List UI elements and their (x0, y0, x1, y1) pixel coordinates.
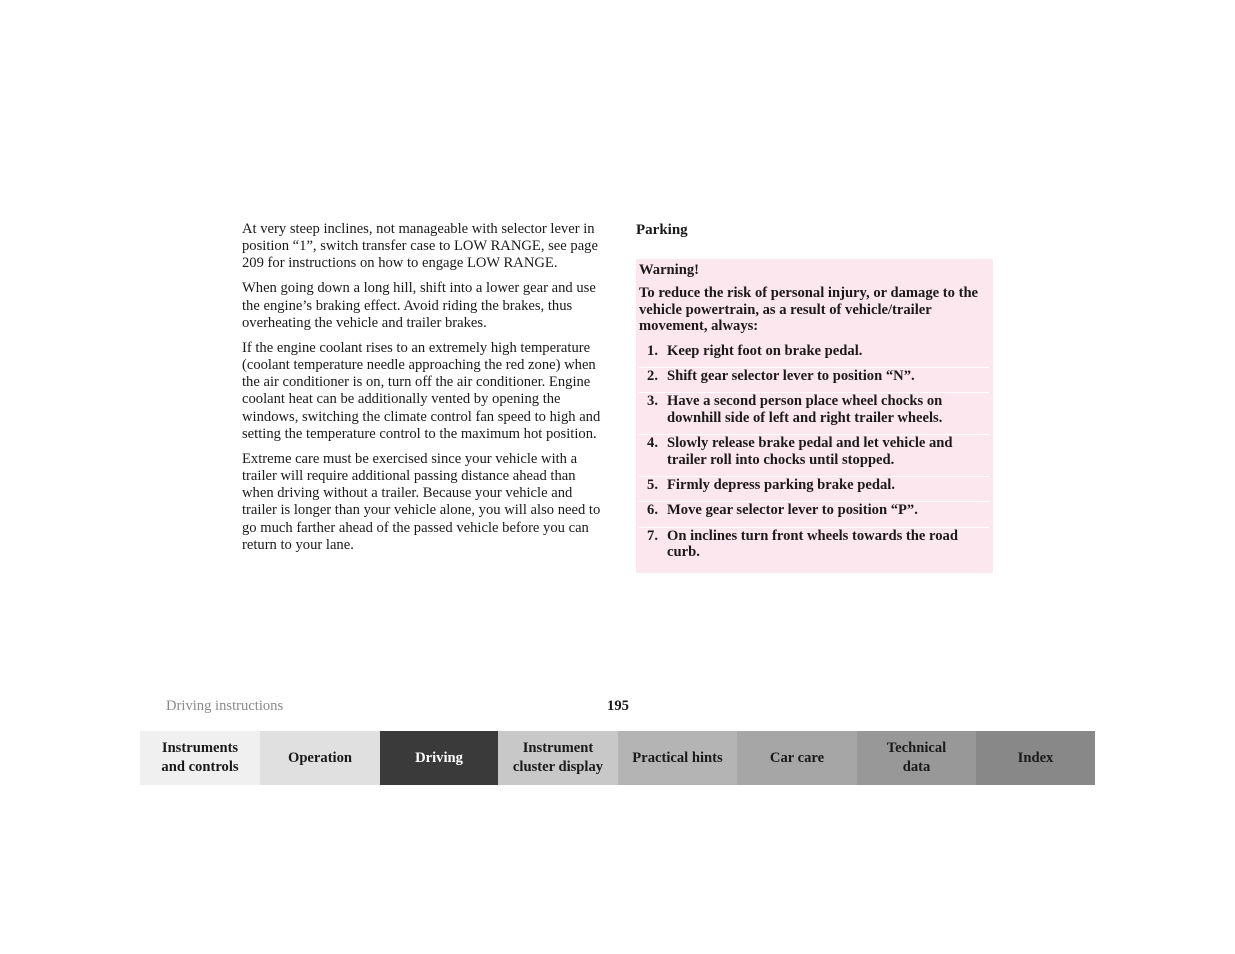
tab-instruments-and-controls[interactable] (140, 731, 260, 785)
step-text: Have a second person place wheel chocks on downhill side of left and right trailer wheels. (667, 393, 943, 426)
step-text: On inclines turn front wheels towards the road curb. (667, 527, 958, 561)
list-item (639, 367, 989, 392)
step-number: 5. (647, 477, 658, 494)
parking-section (636, 221, 993, 573)
tab-label-line2: data (902, 759, 931, 775)
step-text: Firmly depress parking brake pedal. (667, 477, 895, 494)
warning-intro: To reduce the risk of personal injury, or damage to the vehicle powertrain, as a result of vehicle/trailer movement, always: (639, 285, 979, 335)
list-item (639, 343, 989, 367)
list-item (639, 434, 989, 476)
tab-label-line1: Instruments (161, 740, 239, 756)
parking-heading: Parking (636, 222, 688, 238)
list-item (639, 476, 989, 501)
body-text-column (242, 221, 602, 562)
list-item (639, 392, 989, 434)
step-number: 4. (647, 435, 658, 452)
tab-label-line1: Driving (415, 749, 463, 766)
step-number: 3. (647, 393, 658, 410)
step-text: Keep right foot on brake pedal. (667, 342, 863, 359)
tab-driving[interactable] (380, 731, 498, 785)
step-text: Move gear selector lever to position “P”. (667, 502, 918, 519)
tab-label-line1: Index (1017, 749, 1054, 766)
chapter-nav-bar (140, 731, 1095, 785)
page-number: 195 (607, 698, 629, 714)
footer-section-title: Driving instructions (166, 698, 284, 714)
paragraph-steep-inclines: At very steep inclines, not manageable with selector lever in position “1”, switch transfer case to LOW RANGE, see page 209 for instructions on how to engage LOW RANGE. (242, 221, 598, 272)
tab-practical-hints[interactable] (618, 731, 737, 785)
tab-car-care[interactable] (737, 731, 857, 785)
tab-instrument-cluster-display[interactable] (498, 731, 618, 785)
tab-index[interactable] (976, 731, 1095, 785)
step-number: 6. (647, 502, 658, 519)
parking-steps-list (639, 343, 989, 569)
list-item (639, 527, 989, 569)
tab-technical-data[interactable] (857, 731, 976, 785)
list-item (639, 501, 989, 526)
tab-label-line2: cluster display (512, 759, 604, 775)
step-text: Slowly release brake pedal and let vehicle and trailer roll into chocks until stopped. (667, 435, 953, 468)
step-number: 7. (647, 527, 658, 544)
paragraph-passing-distance: Extreme care must be exercised since your vehicle with a trailer will require additional passing distance ahead than when driving without a trailer. Because your vehicle and trailer is longer than your vehicle alone, you will also need to go much farther ahead of the passed vehicle before you can return to your lane. (242, 450, 601, 553)
paragraph-long-hill: When going down a long hill, shift into a lower gear and use the engine’s braking effect. Avoid riding the brakes, thus overheating the vehicle and trailer brakes. (242, 280, 596, 331)
tab-label-line1: Car care (769, 749, 825, 766)
step-number: 2. (647, 368, 658, 385)
step-number: 1. (647, 342, 658, 359)
warning-box (636, 259, 993, 573)
paragraph-engine-coolant: If the engine coolant rises to an extremely high temperature (coolant temperature needle approaching the red zone) when the air conditioner is on, turn off the air conditioner. Engine coolant heat can be additionally vented by opening the windows, switching the climate control fan speed to high and setting the temperature control to the maximum hot position. (242, 339, 601, 442)
warning-title: Warning! (639, 262, 700, 278)
step-text: Shift gear selector lever to position “N”. (667, 368, 915, 385)
tab-label-line1: Practical hints (632, 749, 723, 766)
tab-operation[interactable] (260, 731, 380, 785)
tab-label-line1: Instrument (522, 740, 594, 756)
tab-label-line1: Operation (287, 749, 353, 766)
tab-label-line1: Technical (886, 740, 947, 756)
tab-label-line2: and controls (161, 759, 239, 775)
